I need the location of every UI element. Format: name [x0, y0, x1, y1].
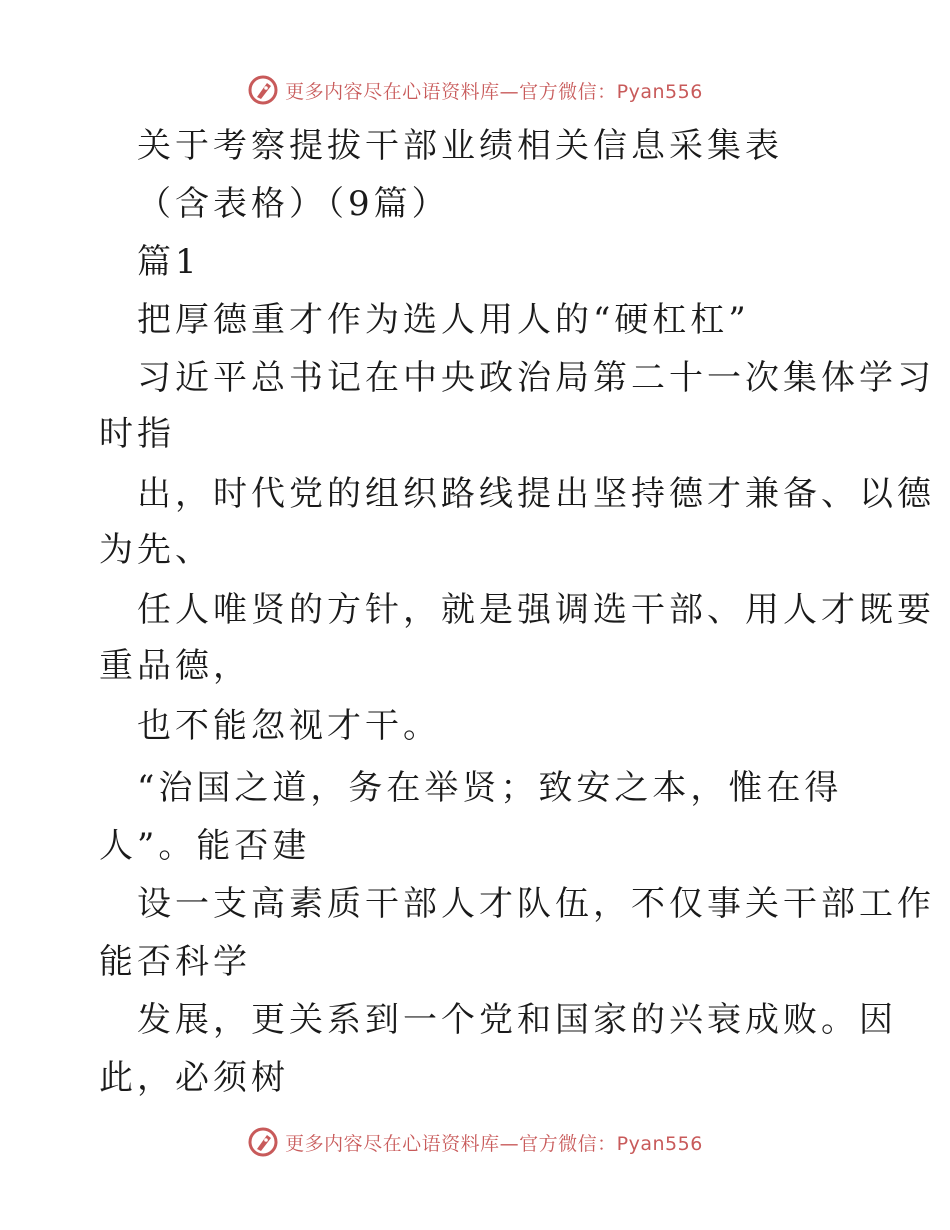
paragraph-line: 时指 [99, 414, 175, 454]
section-heading: 把厚德重才作为选人用人的“硬杠杠” [137, 300, 750, 340]
header-watermark [0, 70, 950, 110]
document-title-line-2: （含表格）（9篇） [137, 184, 450, 224]
section-label: 篇1 [137, 242, 201, 282]
paragraph-line: 任人唯贤的方针，就是强调选干部、用人才既要 [137, 590, 935, 630]
footer-watermark [0, 1122, 950, 1162]
paragraph-line: 为先、 [99, 530, 213, 570]
paragraph-line: 设一支高素质干部人才队伍，不仅事关干部工作 [137, 884, 935, 924]
paragraph-line: 人”。能否建 [99, 826, 311, 866]
paragraph-line: 能否科学 [99, 942, 251, 982]
paragraph-line: “治国之道，务在举贤；致安之本，惟在得 [137, 768, 843, 808]
paragraph-line: 出，时代党的组织路线提出坚持德才兼备、以德 [137, 474, 935, 514]
paragraph-line: 此，必须树 [99, 1058, 289, 1098]
paragraph-line: 重品德， [99, 646, 251, 686]
watermark-text: 更多内容尽在心语资料库—官方微信：Pyan556 [285, 80, 703, 103]
paragraph-line: 习近平总书记在中央政治局第二十一次集体学习 [137, 358, 935, 398]
pen-nib-logo-icon [247, 1126, 279, 1158]
document-title-line-1: 关于考察提拔干部业绩相关信息采集表 [137, 126, 783, 166]
pen-nib-logo-icon [247, 74, 279, 106]
paragraph-line: 也不能忽视才干。 [137, 706, 441, 746]
paragraph-line: 发展，更关系到一个党和国家的兴衰成败。因 [137, 1000, 897, 1040]
watermark-text: 更多内容尽在心语资料库—官方微信：Pyan556 [285, 1132, 703, 1155]
